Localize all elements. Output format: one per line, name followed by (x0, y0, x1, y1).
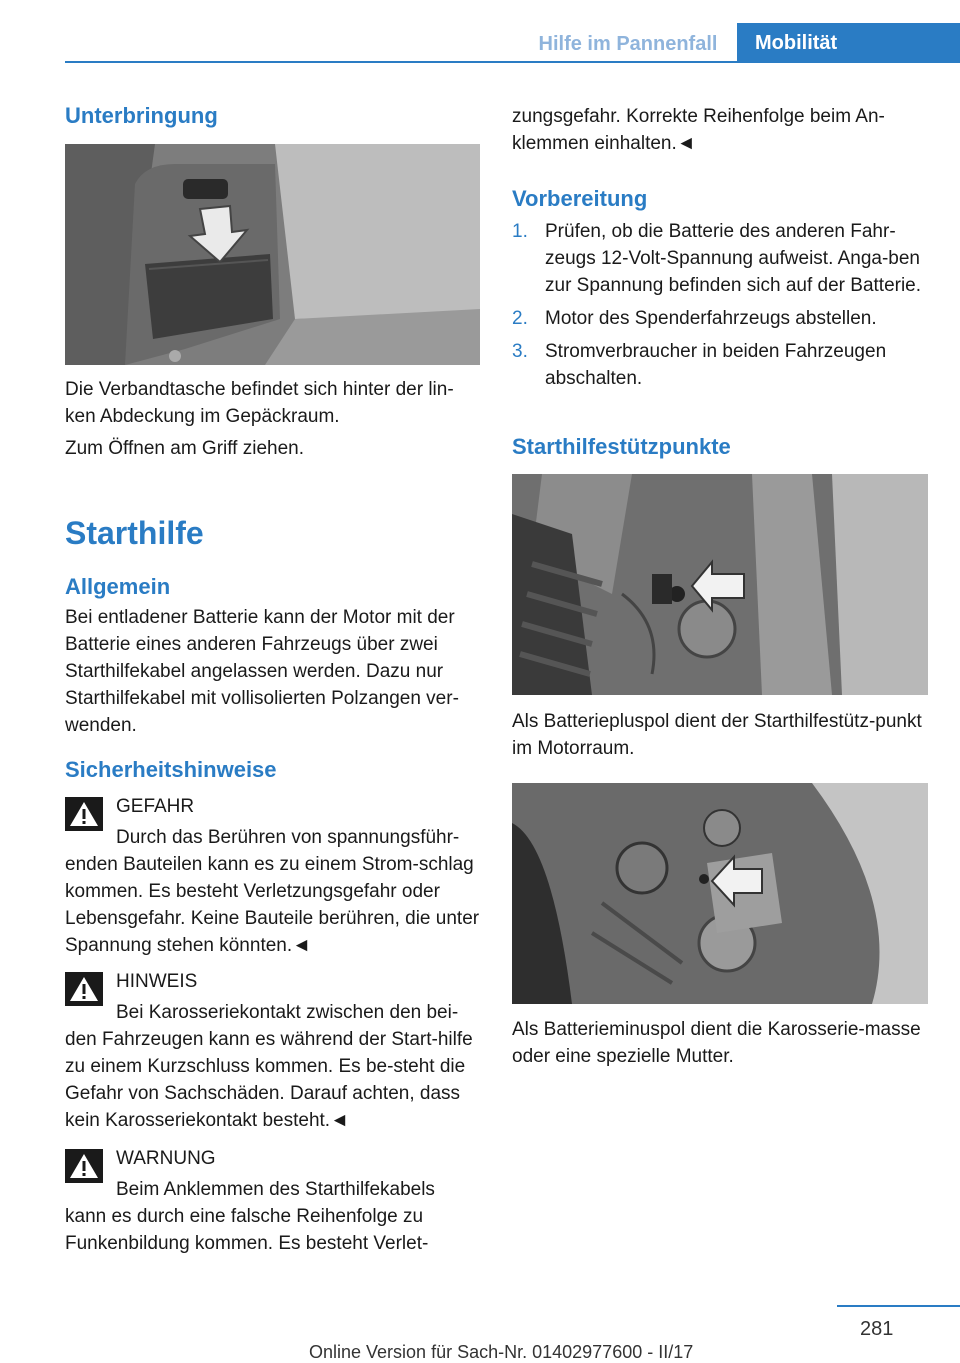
header-chapter-tab: Mobilität (737, 23, 960, 61)
page-number: 281 (860, 1318, 894, 1340)
allgemein-text: Bei entladener Batterie kann der Motor mit der Batterie eines anderen Fahrzeugs über zwei Starthilfekabel angelassen werden. Dazu nur Starthilfekabel mit vollisolierten Polzangen ver-wenden. (65, 607, 459, 736)
heading-vorbereitung: Vorbereitung (512, 186, 648, 211)
image3-caption: Als Batterieminuspol dient die Karosserie-masse oder eine spezielle Mutter. (512, 1019, 921, 1067)
heading-unterbringung: Unterbringung (65, 103, 218, 128)
heading-sicherheitshinweise: Sicherheitshinweise (65, 757, 277, 782)
image2-caption: Als Batteriepluspol dient der Starthilfestütz-punkt im Motorraum. (512, 711, 922, 759)
heading-starthilfestuetzpunkte: Starthilfestützpunkte (512, 434, 731, 459)
step-text: Motor des Spenderfahrzeugs abstellen. (545, 308, 877, 329)
image1-caption: Die Verbandtasche befindet sich hinter der lin-ken Abdeckung im Gepäckraum. (65, 379, 454, 427)
online-version-text: Online Version für Sach-Nr. 01402977600 - II/17 (309, 1342, 694, 1362)
warning-text: Beim Anklemmen des Starthilfekabels kann es durch eine falsche Reihenfolge zu Funkenbildung kommen. Es besteht Verlet- (65, 1179, 435, 1254)
step-text: Stromverbraucher in beiden Fahrzeugen abschalten. (545, 341, 887, 389)
warning-hinweis (65, 968, 480, 1134)
step-number: 2. (512, 308, 528, 329)
warning-warnung (65, 1145, 480, 1257)
heading-starthilfe: Starthilfe (65, 515, 204, 551)
list-item (512, 338, 922, 392)
step-text: Prüfen, ob die Batterie des anderen Fahr-zeugs 12-Volt-Spannung aufweist. Anga-ben zur Spannung befinden sich auf der Batterie. (545, 221, 922, 296)
step-number: 1. (512, 221, 528, 242)
list-item (512, 305, 922, 332)
positive-terminal-image (512, 474, 928, 695)
warning-text: Bei Karosseriekontakt zwischen den bei-den Fahrzeugen kann es während der Start-hilfe zu einem Kurzschluss kommen. Es be-steht die Gefahr von Sachschäden. Darauf achten, dass kein Karosseriekontakt besteht.◄ (65, 1002, 473, 1131)
step-number: 3. (512, 341, 528, 362)
heading-allgemein: Allgemein (65, 574, 171, 599)
continued-text: zungsgefahr. Korrekte Reihenfolge beim An-klemmen einhalten.◄ (512, 106, 885, 154)
warning-gefahr (65, 793, 480, 959)
vorbereitung-steps (512, 218, 922, 398)
warning-triangle-icon (65, 972, 103, 1006)
warning-title: WARNUNG (116, 1148, 216, 1169)
warning-title: HINWEIS (116, 971, 198, 992)
negative-terminal-image (512, 783, 928, 1004)
warning-text: Durch das Berühren von spannungsführ-enden Bauteilen kann es zu einem Strom-schlag kommen. Es besteht Verletzungsgefahr oder Lebensgefahr. Keine Bauteile berühren, die unter Spannung stehen könnten.◄ (65, 827, 480, 956)
warning-title: GEFAHR (116, 796, 195, 817)
header-rule (65, 61, 960, 63)
header-section-label: Hilfe im Pannenfall (538, 33, 718, 55)
warning-triangle-icon (65, 797, 103, 831)
first-aid-kit-image (65, 144, 480, 365)
warning-triangle-icon (65, 1149, 103, 1183)
footer-rule (837, 1305, 960, 1307)
oeffnen-text: Zum Öffnen am Griff ziehen. (65, 438, 305, 459)
list-item (512, 218, 922, 299)
